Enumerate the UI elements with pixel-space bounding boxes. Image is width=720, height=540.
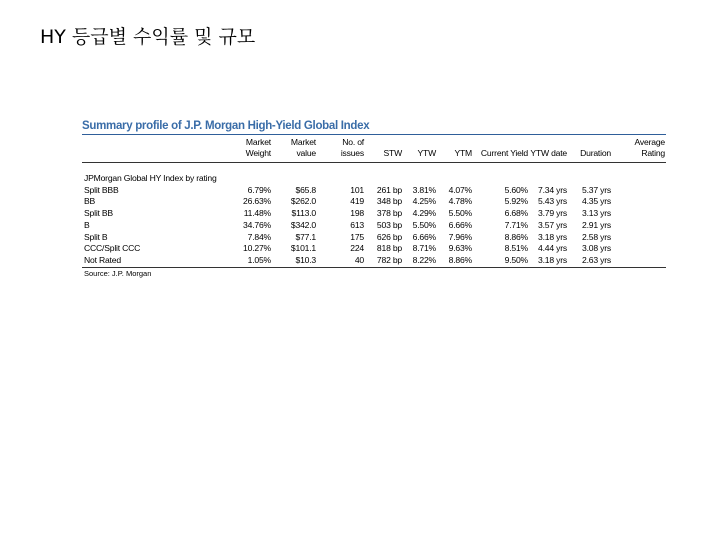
table-cell: 782 bp	[365, 255, 403, 267]
table-cell: 4.78%	[448, 196, 472, 207]
column-header	[82, 135, 232, 163]
summary-table-figure	[82, 120, 666, 278]
row-label: BB	[84, 196, 96, 207]
source-note: Source: J.P. Morgan	[84, 268, 152, 278]
table-cell: 5.50%	[412, 219, 436, 230]
table-cell	[612, 255, 666, 267]
table-cell: 5.37 yrs	[582, 184, 611, 195]
column-header: Average Rating	[612, 135, 666, 163]
table-cell: 3.79 yrs	[538, 208, 567, 219]
table-cell: 4.44 yrs	[538, 243, 567, 254]
row-label: Split BB	[84, 208, 113, 219]
group-label: JPMorgan Global HY Index by rating	[84, 173, 217, 183]
row-label: Split B	[84, 231, 108, 242]
table-header-row	[82, 135, 666, 163]
table-cell: 4.07%	[448, 184, 472, 195]
table-cell: 224	[350, 243, 364, 254]
table-cell: 3.18 yrs	[529, 255, 568, 267]
table-cell: 2.58 yrs	[582, 231, 611, 242]
table-cell: 4.35 yrs	[582, 196, 611, 207]
table-cell: 5.50%	[448, 208, 472, 219]
table-cell: 40	[317, 255, 365, 267]
table-cell	[612, 185, 666, 197]
table-cell	[612, 243, 666, 255]
row-label: B	[84, 219, 90, 230]
table-cell: $342.0	[290, 219, 316, 230]
table-cell: 3.18 yrs	[538, 231, 567, 242]
table-row	[82, 232, 666, 244]
table-cell: 7.71%	[504, 219, 528, 230]
table-cell	[612, 196, 666, 208]
table-cell: 198	[350, 208, 364, 219]
column-header: Duration	[568, 135, 612, 163]
table-row	[82, 185, 666, 197]
table-cell: 7.96%	[448, 231, 472, 242]
table-cell: 8.86%	[504, 231, 528, 242]
table-cell: $65.8	[295, 184, 316, 195]
table-cell: 3.08 yrs	[582, 243, 611, 254]
table-cell: 5.60%	[504, 184, 528, 195]
table-cell: 503 bp	[376, 219, 402, 230]
table-cell: 378 bp	[376, 208, 402, 219]
table-cell: 10.27%	[243, 243, 271, 254]
slide-title: HY 등급별 수익률 및 규모	[40, 26, 256, 48]
table-cell: 8.22%	[403, 255, 437, 267]
table-cell: 101	[350, 184, 364, 195]
table-cell: 9.50%	[473, 255, 529, 267]
table-cell: 9.63%	[448, 243, 472, 254]
column-header: Market Weight	[232, 135, 272, 163]
table-cell	[612, 232, 666, 244]
table-group-row	[82, 163, 666, 185]
column-header: YTW date	[529, 135, 568, 163]
table-row	[82, 196, 666, 208]
table-cell: 8.51%	[504, 243, 528, 254]
table-cell: 6.79%	[247, 184, 271, 195]
table-cell: 26.63%	[243, 196, 271, 207]
table-cell: 348 bp	[376, 196, 402, 207]
summary-table	[82, 135, 666, 268]
column-header: STW	[365, 135, 403, 163]
table-cell: 6.66%	[448, 219, 472, 230]
table-title: Summary profile of J.P. Morgan High-Yield Global Index	[82, 120, 666, 135]
table-cell: 3.57 yrs	[538, 219, 567, 230]
table-cell: 175	[350, 231, 364, 242]
table-cell: $10.3	[272, 255, 317, 267]
column-header: YTW	[403, 135, 437, 163]
table-cell: 2.91 yrs	[582, 219, 611, 230]
table-cell: 613	[350, 219, 364, 230]
table-cell: 34.76%	[243, 219, 271, 230]
row-label: Not Rated	[82, 255, 232, 267]
table-cell: $113.0	[291, 208, 316, 219]
table-cell: $77.1	[295, 231, 316, 242]
table-cell	[612, 220, 666, 232]
table-cell: 5.43 yrs	[538, 196, 567, 207]
table-cell: 7.84%	[247, 231, 271, 242]
table-cell	[612, 208, 666, 220]
table-cell: 261 bp	[376, 184, 402, 195]
column-header: YTM	[437, 135, 473, 163]
table-cell: $101.1	[290, 243, 316, 254]
table-cell: 6.68%	[504, 208, 528, 219]
row-label: Split BBB	[84, 184, 119, 195]
column-header: No. of issues	[317, 135, 365, 163]
column-header: Market value	[272, 135, 317, 163]
table-cell: 6.66%	[412, 231, 436, 242]
table-row	[82, 243, 666, 255]
table-cell: 5.92%	[504, 196, 528, 207]
table-cell: $262.0	[290, 196, 316, 207]
table-cell: 7.34 yrs	[538, 184, 567, 195]
row-label: CCC/Split CCC	[84, 243, 141, 254]
table-cell: 626 bp	[376, 231, 402, 242]
table-cell: 1.05%	[232, 255, 272, 267]
column-header: Current Yield	[473, 135, 529, 163]
table-cell: 3.81%	[412, 184, 436, 195]
table-cell: 818 bp	[376, 243, 402, 254]
table-row	[82, 220, 666, 232]
table-cell: 4.29%	[412, 208, 436, 219]
table-cell: 8.71%	[412, 243, 436, 254]
table-cell: 2.63 yrs	[568, 255, 612, 267]
table-cell: 4.25%	[412, 196, 436, 207]
table-cell: 419	[350, 196, 364, 207]
table-cell: 8.86%	[437, 255, 473, 267]
table-cell: 11.48%	[243, 208, 271, 219]
table-row	[82, 255, 666, 267]
table-row	[82, 208, 666, 220]
table-cell: 3.13 yrs	[582, 208, 611, 219]
